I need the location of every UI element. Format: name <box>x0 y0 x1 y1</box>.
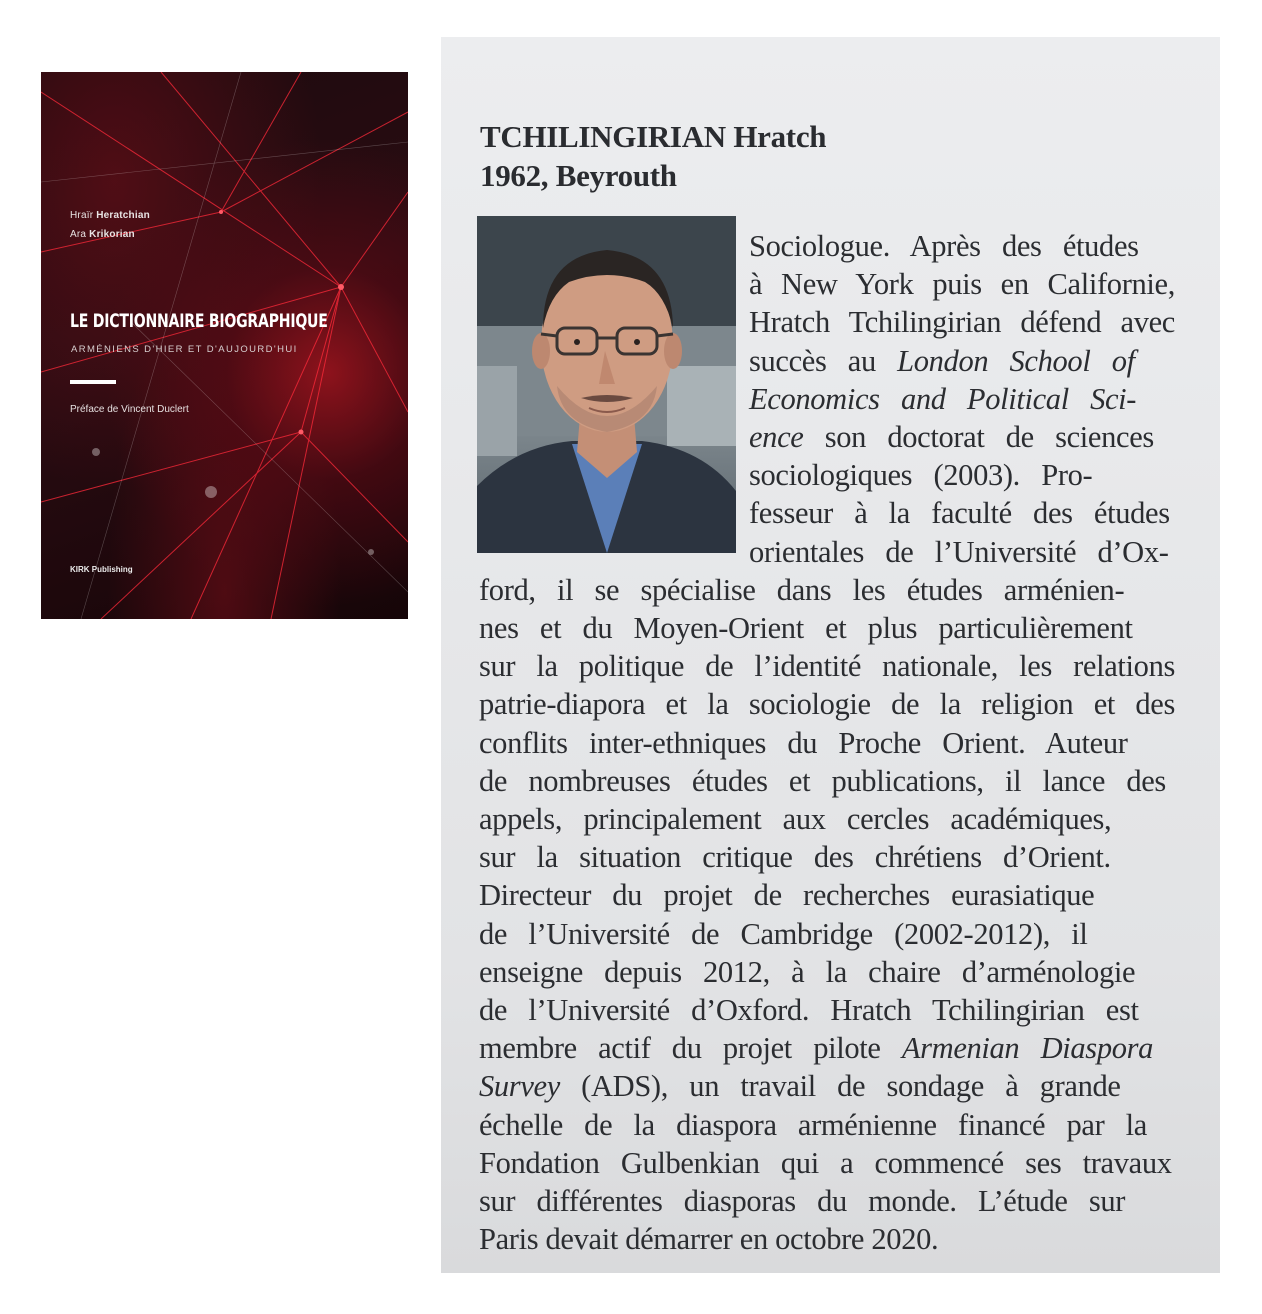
bio-segment: sur la situation critique des chrétiens d’Orient. <box>479 840 1111 875</box>
bio-line <box>749 456 1092 494</box>
bio-line <box>479 1220 938 1258</box>
cover-subtitle: ARMÉNIENS D'HIER ET D'AUJOURD'HUI <box>71 344 298 355</box>
cover-preface: Préface de Vincent Duclert <box>70 404 189 415</box>
bio-italic-segment: Armenian Diaspora <box>901 1031 1154 1066</box>
bio-line <box>749 342 1135 380</box>
bio-line <box>479 571 1124 609</box>
bio-line <box>479 953 1135 991</box>
bio-segment: Directeur du projet de recherches eurasiatique <box>479 878 1095 913</box>
bio-segment: enseigne depuis 2012, à la chaire d’arménologie <box>479 954 1136 989</box>
bio-segment: de l’Université d’Oxford. Hratch Tchilingirian est <box>479 993 1139 1027</box>
bio-segment: appels, principalement aux cercles académiques, <box>479 802 1112 836</box>
bio-line <box>479 647 1175 685</box>
cover-title: LE DICTIONNAIRE BIOGRAPHIQUE <box>70 310 328 332</box>
bio-line <box>749 533 1169 571</box>
bio-segment: membre actif du projet pilote <box>479 1031 902 1066</box>
bio-line <box>749 380 1136 418</box>
bio-segment: de l’Université de Cambridge (2002-2012), il <box>479 916 1088 951</box>
bio-segment: Sociologue. Après des études <box>749 229 1139 263</box>
author-1-last-name: Heratchian <box>96 210 150 221</box>
bio-segment: Fondation Gulbenkian qui a commencé ses travaux <box>479 1145 1172 1180</box>
book-cover <box>41 72 408 619</box>
bio-segment: Hratch Tchilingirian défend avec <box>749 305 1175 340</box>
bio-segment: sur la politique de l’identité nationale, les relations <box>479 649 1175 684</box>
author-2-last-name: Krikorian <box>89 229 135 240</box>
bio-line <box>479 685 1175 723</box>
bio-segment: nes et du Moyen-Orient et plus particulièrement <box>479 611 1133 645</box>
biography-text <box>441 37 1220 1273</box>
bio-segment: orientales de l’Université d’Ox- <box>749 534 1169 569</box>
author-2-first-name: Ara <box>70 229 87 240</box>
cover-divider <box>70 380 116 384</box>
bio-line <box>749 418 1154 456</box>
bio-segment: succès au <box>749 343 898 378</box>
bio-line <box>479 876 1094 914</box>
bio-segment: sociologiques (2003). Pro- <box>749 458 1093 493</box>
entry-birth: 1962, Beyrouth <box>480 158 677 193</box>
bio-segment: sur différentes diasporas du monde. L’étude sur <box>479 1184 1126 1218</box>
bio-italic-segment: London School of <box>897 343 1135 378</box>
cover-publisher: KIRK Publishing <box>70 565 133 574</box>
cover-author-1 <box>70 210 150 221</box>
bio-segment: patrie-diapora et la sociologie de la religion et des <box>479 687 1175 722</box>
bio-line <box>749 303 1175 341</box>
bio-line <box>479 838 1111 876</box>
bio-segment: échelle de la diaspora arménienne financé par la <box>479 1107 1147 1142</box>
bio-segment: de nombreuses études et publications, il lance des <box>479 763 1166 798</box>
bio-italic-segment: Survey <box>479 1069 560 1104</box>
bio-italic-segment: ence <box>749 420 804 454</box>
bio-line <box>479 609 1133 647</box>
bio-italic-segment: Economics and Political Sci- <box>749 381 1137 416</box>
bio-line <box>479 1144 1172 1182</box>
bio-line <box>479 1106 1147 1144</box>
bio-line <box>749 494 1170 532</box>
entry-name: TCHILINGIRIAN Hratch <box>480 119 827 154</box>
bio-line <box>479 800 1111 838</box>
bio-line <box>479 991 1139 1029</box>
bio-segment: à New York puis en Californie, <box>749 267 1175 302</box>
bio-segment: fesseur à la faculté des études <box>749 496 1170 531</box>
bio-line <box>749 265 1175 303</box>
bio-line <box>479 1182 1125 1220</box>
bio-line <box>479 1067 1121 1105</box>
bio-segment: son doctorat de sciences <box>803 420 1154 454</box>
cover-author-2 <box>70 229 135 240</box>
bio-segment: ford, il se spécialise dans les études arménien- <box>479 572 1125 607</box>
bio-segment: (ADS), un travail de sondage à grande <box>559 1069 1121 1104</box>
bio-line <box>479 915 1088 953</box>
bio-segment: Paris devait démarrer en octobre 2020. <box>479 1222 939 1257</box>
bio-line <box>749 227 1139 265</box>
dictionary-page <box>441 37 1220 1273</box>
bio-line <box>479 724 1128 762</box>
bio-segment: conflits inter-ethniques du Proche Orient. Auteur <box>479 725 1128 760</box>
bio-line <box>479 762 1166 800</box>
author-1-first-name: Hraïr <box>70 210 94 221</box>
bio-line <box>479 1029 1153 1067</box>
